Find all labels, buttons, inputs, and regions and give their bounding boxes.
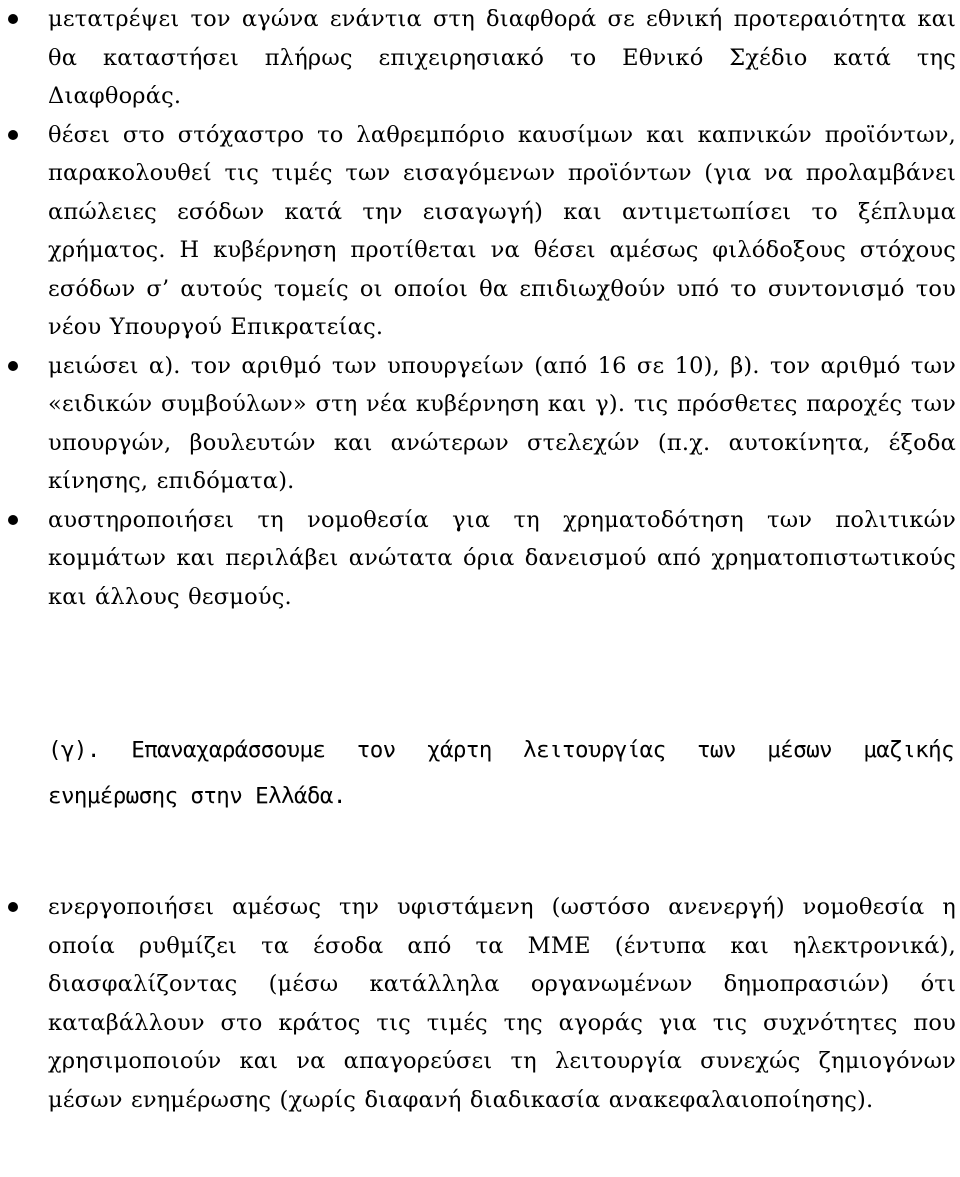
list-item-text: μετατρέψει τον αγώνα ενάντια στη διαφθορά σε εθνική προτεραιότητα και θα καταστήσει πλήρως επιχειρησιακό το Εθνικό Σχέδιο κατά της Διαφθοράς. bbox=[48, 6, 956, 109]
bullet-icon bbox=[8, 14, 18, 24]
bullet-icon bbox=[8, 130, 18, 140]
list-item-corruption bbox=[0, 0, 960, 116]
list-item-text: ενεργοποιήσει αμέσως την υφιστάμενη (ωστόσο ανενεργή) νομοθεσία η οποία ρυθμίζει τα έσοδα από τα ΜΜΕ (έντυπα και ηλεκτρονικά), διασφαλίζοντας (μέσω κατάλληλα οργανωμένων δημοπρασιών) ότι καταβάλλουν στο κράτος τις τιμές της αγοράς για τις συχνότητες που χρησιμοποιούν και να απαγορεύσει τη λειτουργία συνεχώς ζημιογόνων μέσων ενημέρωσης (χωρίς διαφανή διαδικασία ανακεφαλαιοποίησης). bbox=[48, 894, 956, 1113]
list-item-ministries bbox=[0, 347, 960, 501]
bullet-icon bbox=[8, 902, 18, 912]
list-item-text: αυστηροποιήσει τη νομοθεσία για τη χρηματοδότηση των πολιτικών κομμάτων και περιλάβει ανώτατα όρια δανεισμού από χρηματοπιστωτικούς και άλλους θεσμούς. bbox=[48, 506, 956, 610]
list-item-party-funding bbox=[0, 501, 960, 617]
list-item-text: μειώσει α). τον αριθμό των υπουργείων (από 16 σε 10), β). τον αριθμό των «ειδικών συμβούλων» στη νέα κυβέρνηση και γ). τις πρόσθετες παροχές των υπουργών, βουλευτών και ανώτερων στελεχών (π.χ. αυτοκίνητα, έξοδα κίνησης, επιδόματα). bbox=[48, 352, 956, 494]
bullet-icon bbox=[8, 515, 18, 525]
list-item-media-revenue bbox=[0, 888, 960, 1119]
bullet-icon bbox=[8, 361, 18, 371]
list-item-smuggling bbox=[0, 116, 960, 347]
list-item-text: θέσει στο στόχαστρο το λαθρεμπόριο καυσίμων και καπνικών προϊόντων, παρακολουθεί τις τιμές των εισαγόμενων προϊόντων (για να προλαμβάνει απώλειες εσόδων κατά την εισαγωγή) και αντιμετωπίσει το ξέπλυμα χρήματος. Η κυβέρνηση προτίθεται να θέσει αμέσως φιλόδοξους στόχους εσόδων σ’ αυτούς τομείς οι οποίοι θα επιδιωχθούν υπό το συντονισμό του νέου Υπουργού Επικρατείας. bbox=[48, 121, 956, 340]
section-heading: (γ). Επαναχαράσσουμε τον χάρτη λειτουργίας των μέσων μαζικής ενημέρωσης στην Ελλάδα. bbox=[48, 737, 954, 809]
bullet-list-bottom bbox=[0, 888, 960, 1119]
